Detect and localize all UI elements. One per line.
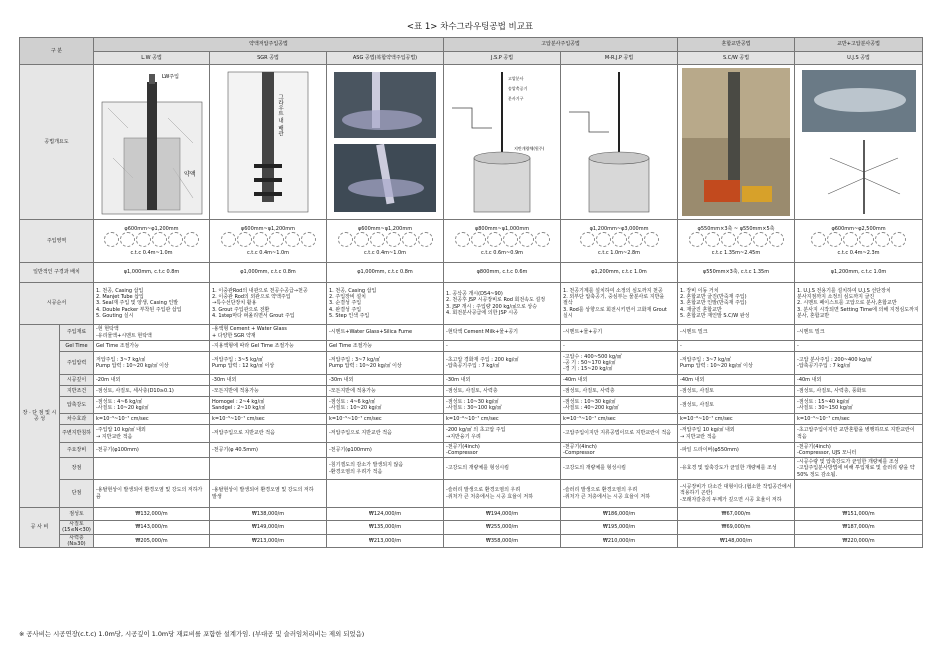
spec-cell: -슬러리 발생으로 환경오염의 우려 -취처가 큰 처층에서는 시공 효율이 저하	[444, 480, 561, 508]
cost-cell: ₩195,000/m	[561, 521, 678, 535]
svg-text:지반개량체(원주): 지반개량체(원주)	[514, 146, 545, 151]
cost-cell: ₩148,000/m	[678, 534, 795, 548]
spec-cell	[94, 458, 210, 480]
svg-text:고압분사: 고압분사	[508, 76, 524, 81]
spec-cell: 저압주입 : 3~7 kg/㎠ Pump 압력 : 10~20 kg/㎠ 이상	[94, 352, 210, 375]
spec-cell: -40m 내외	[678, 375, 795, 386]
spec-cell: -천공기(4inch) -Compressor, UJS 모니터	[795, 443, 923, 458]
spec-label: 주입재료	[60, 325, 94, 341]
spec-row	[20, 386, 923, 397]
spec-cell: -현 현탁액 -유리물액+시멘트 현탁액	[94, 325, 210, 341]
cost-row	[20, 534, 923, 548]
group-high-pressure: 고압분사주입공법	[444, 38, 678, 52]
spec-cell: -슬러리 발생으로 환경오염의 우려 -취처가 큰 처층에서는 시공 효율이 저하	[561, 480, 678, 508]
cost-cell: ₩149,000/m	[210, 521, 327, 535]
spec-cell: -점성토, 사질토	[678, 386, 795, 397]
sequence-text: 1. 이중관Rod의 내관으로 천공수공급→천공 2. 이중관 Rod의 외관으로 약액주입 →특수선단장치 활용 3. Grout 주입관으로 전환 4. 1step마다 퍼올리면서 Grout 주입	[210, 283, 327, 325]
area-value: φ800mm~φ1,000mm	[474, 225, 530, 232]
layout-value: φ1,000mm, c.t.c 0.8m	[94, 263, 210, 283]
svg-text:송압축공기: 송압축공기	[508, 86, 528, 91]
row-label-area: 주입영역	[20, 220, 94, 263]
cost-cell: ₩210,000/m	[561, 534, 678, 548]
spec-section	[20, 325, 923, 508]
spec-cell: -천공기(4inch) -Compressor	[444, 443, 561, 458]
spec-cell: -30m 내외	[210, 375, 327, 386]
spec-row	[20, 352, 923, 375]
cost-cell: ₩187,000/m	[795, 521, 923, 535]
area-ctc: c.t.c 0.4m~1.0m	[246, 250, 290, 256]
spec-cell: -모든지반에 적용가능	[327, 386, 444, 397]
spec-label: 압축강도	[60, 397, 94, 414]
layout-value: φ1,200mm, c.t.c 1.0m	[561, 263, 678, 283]
spec-cell: -점성토, 사질토, 사력층	[444, 386, 561, 397]
spec-cell: k=10⁻⁵~10⁻⁷ cm/sec	[561, 414, 678, 425]
row-label-sequence: 시공순서	[20, 283, 94, 325]
spec-label: 주요장비	[60, 443, 94, 458]
spec-label: Gel Time	[60, 341, 94, 352]
spec-cell: -저압주입 : 3~7 kg/㎠ Pump 압력 : 10~20 kg/㎠ 이상	[678, 352, 795, 375]
svg-text:약액: 약액	[183, 171, 196, 178]
spec-cell: -고압주입이지만 지류공법이므로 지반교란이 적음	[561, 425, 678, 443]
cost-cell: ₩255,000/m	[444, 521, 561, 535]
cost-cell: ₩138,000/m	[210, 508, 327, 521]
method-lw: L.W 공법	[94, 52, 210, 65]
spec-cell: -점성토, 사질토, 세사층(D10≥0.1)	[94, 386, 210, 397]
cost-row	[20, 521, 923, 535]
group-header-row	[20, 38, 923, 52]
spec-row	[20, 425, 923, 443]
circle-pattern	[797, 232, 920, 247]
cost-row	[20, 508, 923, 521]
spec-cell: -점성토, 사질토, 사력층	[561, 386, 678, 397]
cost-cell: ₩132,000/m	[94, 508, 210, 521]
group-mixing-jet: 교반+고압분사공법	[795, 38, 923, 52]
spec-cell: k=10⁻⁶~10⁻⁷ cm/sec	[444, 414, 561, 425]
method-jsp: J.S.P 공법	[444, 52, 561, 65]
cost-label: 점성토	[60, 508, 94, 521]
area-cell	[210, 220, 327, 263]
method-scw: S.C/W 공법	[678, 52, 795, 65]
gubun-header: 구 분	[20, 38, 94, 65]
layout-value: φ1,000mm, c.t.c 0.8m	[210, 263, 327, 283]
area-value: φ1,200mm~φ3,000mm	[589, 225, 649, 232]
cost-cell: ₩194,000/m	[444, 508, 561, 521]
spec-row	[20, 414, 923, 425]
spec-cell: -용탈현상이 발생되어 환경오염 및 강도의 저하 발생	[210, 480, 327, 508]
method-header-row	[20, 52, 923, 65]
spec-cell: -점성토 : 10~30 kg/㎠ -사질토 : 30~100 kg/㎠	[444, 397, 561, 414]
circle-pattern	[329, 232, 441, 247]
svg-text:분사기구: 분사기구	[508, 96, 524, 101]
spec-cell: -고강도의 개량체를 형성시킴	[444, 458, 561, 480]
spec-cell: -천공기(φ100mm)	[94, 443, 210, 458]
spec-cell: k=10⁻⁵~10⁻⁷ cm/sec	[94, 414, 210, 425]
cost-cell: ₩358,000/m	[444, 534, 561, 548]
spec-cell: -저압주입 : 3~7 kg/㎠ Pump 압력 : 10~20 kg/㎠ 이상	[327, 352, 444, 375]
group-mixing: 혼합교반공법	[678, 38, 795, 52]
sequence-text: 1. 천공, Casing 삽입 2. 주입장비 설치 3. 순결성 주입 4. 완결성 주입 5. Step 인색 주입	[327, 283, 444, 325]
cost-section	[20, 508, 923, 548]
cost-label: 사질토 (15≤N<30)	[60, 521, 94, 535]
spec-cell: -시멘트 밀크	[678, 325, 795, 341]
spec-label: 주입압력	[60, 352, 94, 375]
circle-pattern	[680, 232, 792, 247]
layout-value: φ800mm, c.t.c 0.6m	[444, 263, 561, 283]
method-sgr: SGR 공법	[210, 52, 327, 65]
spec-cell: -	[678, 341, 795, 352]
spec-cell: -시멘트 밀크	[795, 325, 923, 341]
sequence-row	[20, 283, 923, 325]
spec-row	[20, 458, 923, 480]
spec-cell: Gel Time 조절가능	[94, 341, 210, 352]
spec-cell: -저압주입으로 지반교란 적음	[327, 425, 444, 443]
cost-cell: ₩213,000/m	[327, 534, 444, 548]
comparison-table	[19, 37, 923, 548]
cost-cell: ₩67,000/m	[678, 508, 795, 521]
side-label-cost: 공 사 비	[20, 508, 60, 548]
area-ctc: c.t.c 1.35m~2.45m	[711, 250, 761, 256]
spec-cell: -현탁액 Cement Milk+물+공기	[444, 325, 561, 341]
cost-cell: ₩124,000/m	[327, 508, 444, 521]
cost-cell: ₩151,000/m	[795, 508, 923, 521]
cost-cell: ₩135,000/m	[327, 521, 444, 535]
spec-cell: -40m 내외	[561, 375, 678, 386]
spec-cell	[327, 480, 444, 508]
spec-cell: -침기겔도의 감소가 발생되지 않음 -환경오염의 우려가 적음	[327, 458, 444, 480]
cost-cell: ₩69,000/m	[678, 521, 795, 535]
spec-row	[20, 397, 923, 414]
area-cell	[795, 220, 923, 263]
layout-row	[20, 263, 923, 283]
spec-cell: -천공기(4inch) -Compressor	[561, 443, 678, 458]
layout-value: φ550mm×3축, c.t.c 1.35m	[678, 263, 795, 283]
area-value: φ550mm×3축 ~ φ550mm×5축	[697, 225, 775, 232]
row-label-layout: 일반적인 구경과 배치	[20, 263, 94, 283]
spec-cell: -천공기(φ 40.5mm)	[210, 443, 327, 458]
cost-label: 사력층 (N≥30)	[60, 534, 94, 548]
group-low-pressure: 약액저압주입공법	[94, 38, 444, 52]
cost-cell: ₩143,000/m	[94, 521, 210, 535]
spec-cell: -주입압 10 kg/㎠ 내외 → 지반교란 적음	[94, 425, 210, 443]
circle-pattern	[563, 232, 675, 247]
spec-row	[20, 325, 923, 341]
spec-cell: -시공장비가 다소간 대형이다.(협소한 작업공간에서 적용하기 곤란) -모래자갈층의 두께가 깊으면 시공 효율이 저하	[678, 480, 795, 508]
cost-cell: ₩186,000/m	[561, 508, 678, 521]
spec-label: 지반조건	[60, 386, 94, 397]
area-cell	[561, 220, 678, 263]
table-title: <표 1> 차수그라우팅공법 비교표	[406, 22, 534, 32]
area-value: φ600mm~φ1,200mm	[240, 225, 296, 232]
footnote: ※ 공사비는 시공연장(c.t.c) 1.0m당, 시공깊이 1.0m당 재료비를 포함한 설계가임. (부대공 및 슬러임처리비는 제외 되었음)	[19, 630, 365, 638]
spec-cell: -고압 분사주입 : 200~400 kg/㎠ -압축공기주입 : 7 kg/㎠	[795, 352, 923, 375]
spec-cell: -20m 내외	[94, 375, 210, 386]
spec-cell: -모든지반에 적용가능	[210, 386, 327, 397]
spec-cell: -점성토 : 15~40 kg/㎠ -사질토 : 30~150 kg/㎠	[795, 397, 923, 414]
area-ctc: c.t.c 0.4m~1.0m	[363, 250, 407, 256]
spec-cell: -고강도의 개량체를 형성시킴	[561, 458, 678, 480]
layout-value: φ1,200mm, c.t.c 1.0m	[795, 263, 923, 283]
method-ujs: U.J.S 공법	[795, 52, 923, 65]
spec-cell: -점성토 : 10~30 kg/㎠ -사질토 : 40~200 kg/㎠	[561, 397, 678, 414]
spec-row	[20, 480, 923, 508]
spec-cell: k=10⁻⁵~10⁻⁷ cm/sec	[795, 414, 923, 425]
spec-cell: -용탈현상이 발생되어 환경오염 및 강도의 저하가 큼	[94, 480, 210, 508]
spec-cell: Homogel : 2~4 kg/㎠ Sandgel : 2~10 kg/㎠	[210, 397, 327, 414]
spec-label: 주변지반침하	[60, 425, 94, 443]
spec-cell: -30m 내외	[327, 375, 444, 386]
spec-cell: Gel Time 조절가능	[327, 341, 444, 352]
area-value: φ600mm~φ1,200mm	[124, 225, 179, 232]
spec-label: 장점	[60, 458, 94, 480]
spec-cell: -시멘트+Water Glass+Silica Fume	[327, 325, 444, 341]
spec-cell: k=10⁻⁵~10⁻⁷ cm/sec	[210, 414, 327, 425]
cost-cell: ₩220,000/m	[795, 534, 923, 548]
lw-diagram	[94, 65, 210, 220]
sequence-text: 1. 천공, Casing 삽입 2. Manjet Tube 삽입 3. Seal재 주입 및 양생, Casing 인발 4. Double Packer 부착된 주입관 삽입 5. Gouting 실시	[94, 283, 210, 325]
spec-row	[20, 375, 923, 386]
scw-photo	[678, 65, 795, 220]
side-label-characteristics: 장 · 단 점 및 시 공 성	[20, 325, 60, 508]
spec-cell: -	[795, 341, 923, 352]
area-cell	[327, 220, 444, 263]
method-asg: ASG 공법(복합약액주입공법)	[327, 52, 444, 65]
spec-cell: -시멘트+물+공기	[561, 325, 678, 341]
spec-label: 시공깊이	[60, 375, 94, 386]
spec-cell: k=10⁻⁶~10⁻⁷ cm/sec	[678, 414, 795, 425]
area-ctc: c.t.c 0.6m~0.9m	[480, 250, 524, 256]
spec-cell: -점성토, 사질토, 사력층, 풍화토	[795, 386, 923, 397]
spec-label: 차수효과	[60, 414, 94, 425]
asg-photos	[327, 65, 444, 220]
spec-cell	[210, 458, 327, 480]
circle-pattern	[212, 232, 324, 247]
spec-row	[20, 443, 923, 458]
overview-row	[20, 65, 923, 220]
area-cell	[678, 220, 795, 263]
spec-cell: -점성토 : 4~6 kg/㎠ -사질토 : 10~20 kg/㎠	[327, 397, 444, 414]
spec-cell: -	[444, 341, 561, 352]
row-label-overview: 공법개요도	[20, 65, 94, 220]
sequence-text: 1. 천공기계를 설치하여 소정의 심도까지 천공 2. 외부단 압축공기, 중심부는 물분사로 지반을 절삭 3. Rod를 상향으로 회전시키면서 고화재 Grout 실시	[561, 283, 678, 325]
area-row	[20, 220, 923, 263]
spec-cell: -점성토 : 4~6 kg/㎠ -사질토 : 10~20 kg/㎠	[94, 397, 210, 414]
spec-cell: -	[561, 341, 678, 352]
method-mrjp: M-R.J.P 공법	[561, 52, 678, 65]
spec-cell: -천공기(φ100mm)	[327, 443, 444, 458]
spec-cell: -점성토, 사질토	[678, 397, 795, 414]
spec-cell: -30m 내외	[444, 375, 561, 386]
ujs-figures	[795, 65, 923, 220]
sgr-diagram	[210, 65, 327, 220]
spec-cell: -저압주입 : 3~5 kg/㎠ Pump 압력 : 12 kg/㎠ 이상	[210, 352, 327, 375]
spec-cell: -시공수량 및 압축강도가 균일한 개량체를 조성 -고압주입분사방법에 비해 투입재료 및 슬러리 량을 약 50% 정도 감소됨.	[795, 458, 923, 480]
spec-cell: -200 kg/㎠ 의 초고압 주입 →지반융기 우려	[444, 425, 561, 443]
spec-cell: -초고압주입이지만 교반혼합을 병행하므로 지반교란이 적음	[795, 425, 923, 443]
spec-cell: -초고압 경화재 주입 : 200 kg/㎠ -압축공기주입 : 7 kg/㎠	[444, 352, 561, 375]
area-ctc: c.t.c 0.4m~2.3m	[837, 250, 880, 256]
area-cell	[444, 220, 561, 263]
spec-cell	[795, 480, 923, 508]
spec-cell: -유효경 및 압축강도가 균일한 개량체를 조성	[678, 458, 795, 480]
layout-value: φ1,000mm, c.t.c 0.8m	[327, 263, 444, 283]
spec-row	[20, 341, 923, 352]
sequence-text: 1. 공삭공 개시(D54~90) 2. 천공후 JSP 시공장비로 Rod 회전속도 설정 3. JSP 개시 : 주입량 200 kg/㎠으로 상승 4. 회전분사공급에 의한 JSP 시공	[444, 283, 561, 325]
spec-cell: -파일 드라이버(φ550mm)	[678, 443, 795, 458]
spec-cell: -저압주입으로 지반교란 적음	[210, 425, 327, 443]
jsp-diagram	[444, 65, 561, 220]
spec-cell: -고압수 : 400~500 kg/㎠ -공 기 : 50~170 kg/㎠ -경 기 : 15~20 kg/㎠	[561, 352, 678, 375]
cost-cell: ₩205,000/m	[94, 534, 210, 548]
spec-cell: k=10⁻⁵~10⁻⁷ cm/sec	[327, 414, 444, 425]
sequence-text: 1. 장비 이동 거치 2. 혼합교반 굴진(반죽재 주입) 3. 혼합교반 인발(반죽재 주입) 4. 재굴진 혼합교반 5. 혼합교반 재인발 S.C/W 완성	[678, 283, 795, 325]
mrjp-diagram	[561, 65, 678, 220]
area-ctc: c.t.c 1.0m~2.8m	[597, 250, 641, 256]
circle-pattern	[96, 232, 207, 247]
spec-label: 단점	[60, 480, 94, 508]
area-value: φ600mm~φ2,500mm	[831, 225, 886, 232]
svg-text:LW주입: LW주입	[161, 74, 179, 80]
svg-text:그라우트 내 배관: 그라우트 내 배관	[277, 94, 283, 136]
spec-cell: -40m 내외	[795, 375, 923, 386]
spec-cell: -지용액형에 따라 Gel Time 조절가능	[210, 341, 327, 352]
spec-cell: -저압주입 10 kg/㎠ 내외 → 지반교란 적음	[678, 425, 795, 443]
sequence-text: 1. U.J.S 전용기를 설치하여 U.J.S 선단장치 분사지점까지 소정의 심도까지 굴진 2. 시멘트 페이스트를 고압으로 분사,혼합교반 3. 분사지 시작되면 Setting Time에 의해 지정심도까지 분사, 혼합교반	[795, 283, 923, 325]
area-ctc: c.t.c 0.4m~1.0m	[130, 250, 173, 256]
spec-cell: -용액형 Cement + Water Glass + 다양한 SGR 약재	[210, 325, 327, 341]
circle-pattern	[446, 232, 558, 247]
area-value: φ600mm~φ1,200mm	[357, 225, 413, 232]
area-cell	[94, 220, 210, 263]
cost-cell: ₩213,000/m	[210, 534, 327, 548]
